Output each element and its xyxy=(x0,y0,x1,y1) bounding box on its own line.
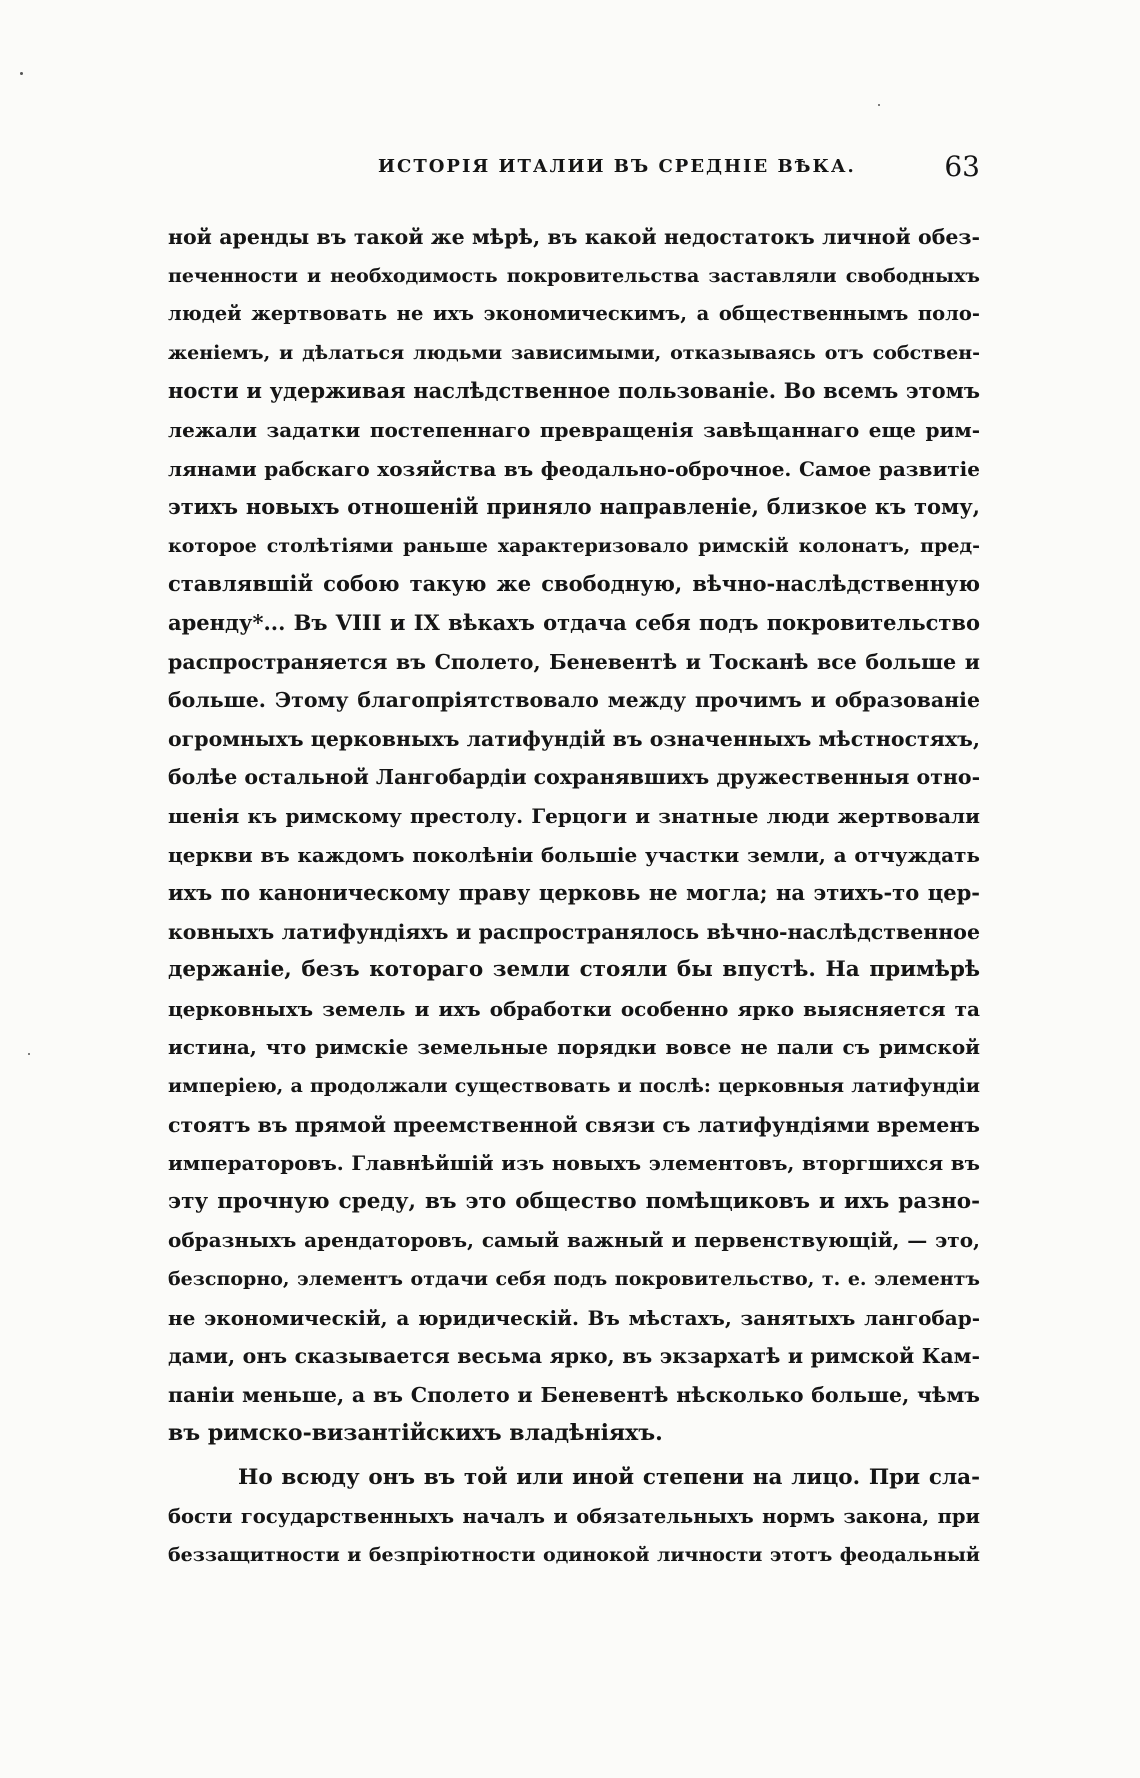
text-line: которое столѣтіями раньше характеризовало римскій колонатъ, пред- xyxy=(168,534,980,557)
text-line: распространяется въ Сполето, Беневентѣ и Тосканѣ все больше и xyxy=(168,649,980,674)
text-line: ности и удерживая наслѣдственное пользованіе. Во всемъ этомъ xyxy=(168,378,980,404)
text-line: лянами рабскаго хозяйства въ феодально-оброчное. Самое развитіе xyxy=(168,456,980,481)
print-speck xyxy=(28,1053,30,1055)
text-line: эту прочную среду, въ это общество помѣщиковъ и ихъ разно- xyxy=(168,1188,980,1214)
text-line: Но всюду онъ въ той или иной степени на лицо. При сла- xyxy=(238,1465,980,1490)
text-line: ковныхъ латифундіяхъ и распространялось вѣчно-наслѣдственное xyxy=(168,919,980,944)
text-line: дами, онъ сказывается весьма ярко, въ экзархатѣ и римской Кам- xyxy=(168,1344,980,1369)
paragraph-1 xyxy=(168,218,980,1453)
running-header xyxy=(168,150,980,190)
running-title: ИСТОРІЯ ИТАЛИИ ВЪ СРЕДНІЕ ВѢКА. xyxy=(378,156,856,177)
text-line: этихъ новыхъ отношеній приняло направленіе, близкое къ тому, xyxy=(168,494,980,520)
text-line: людей жертвовать не ихъ экономическимъ, а общественнымъ поло- xyxy=(168,302,980,326)
text-line: больше. Этому благопріятствовало между прочимъ и образованіе xyxy=(168,688,980,713)
text-line: не экономическій, а юридическій. Въ мѣстахъ, занятыхъ лангобар- xyxy=(168,1305,980,1330)
text-line: беззащитности и безпріютности одинокой личности этотъ феодальный xyxy=(168,1544,980,1567)
text-line: женіемъ, и дѣлаться людьми зависимыми, отказываясь отъ собствен- xyxy=(168,341,980,364)
text-line: безспорно, элементъ отдачи себя подъ покровительство, т. е. элементъ xyxy=(168,1268,980,1291)
text-line: императоровъ. Главнѣйшій изъ новыхъ элементовъ, вторгшихся въ xyxy=(168,1151,980,1176)
text-line: бости государственныхъ началъ и обязательныхъ нормъ закона, при xyxy=(168,1504,980,1528)
page-number: 63 xyxy=(944,150,980,183)
text-line: истина, что римскіе земельные порядки вовсе не пали съ римской xyxy=(168,1035,980,1060)
body-text xyxy=(168,218,980,1575)
text-line: ставлявшій собою такую же свободную, вѣчно-наслѣдственную xyxy=(168,571,980,597)
text-line: въ римско-византійскихъ владѣніяхъ. xyxy=(168,1420,663,1447)
text-line: ной аренды въ такой же мѣрѣ, въ какой недостатокъ личной обез- xyxy=(168,225,980,249)
text-line: огромныхъ церковныхъ латифундій въ означенныхъ мѣстностяхъ, xyxy=(168,726,980,751)
text-line: имперіею, а продолжали существовать и послѣ: церковныя латифундіи xyxy=(168,1075,980,1098)
print-speck xyxy=(20,72,23,75)
text-line: стоятъ въ прямой преемственной связи съ латифундіями временъ xyxy=(168,1112,980,1137)
text-line: печенности и необходимость покровительства заставляли свободныхъ xyxy=(168,264,980,287)
print-speck xyxy=(878,104,880,106)
text-line: аренду*... Въ VIII и IX вѣкахъ отдача себя подъ покровительство xyxy=(168,609,980,635)
text-line: церкви въ каждомъ поколѣніи большіе участки земли, а отчуждать xyxy=(168,842,980,867)
text-line: церковныхъ земель и ихъ обработки особенно ярко выясняется та xyxy=(168,996,980,1021)
text-line: держаніе, безъ котораго земли стояли бы впустѣ. На примѣрѣ xyxy=(168,957,980,983)
text-line: лежали задатки постепеннаго превращенія завѣщаннаго еще рим- xyxy=(168,417,980,442)
text-line: паніи меньше, а въ Сполето и Беневентѣ нѣсколько больше, чѣмъ xyxy=(168,1382,980,1407)
text-line: шенія къ римскому престолу. Герцоги и знатные люди жертвовали xyxy=(168,803,980,828)
text-line: ихъ по каноническому праву церковь не могла; на этихъ-то цер- xyxy=(168,880,980,906)
paragraph-2 xyxy=(168,1459,980,1575)
text-line: болѣе остальной Лангобардіи сохранявшихъ дружественныя отно- xyxy=(168,765,980,790)
text-line: образныхъ арендаторовъ, самый важный и первенствующій, — это, xyxy=(168,1228,980,1253)
